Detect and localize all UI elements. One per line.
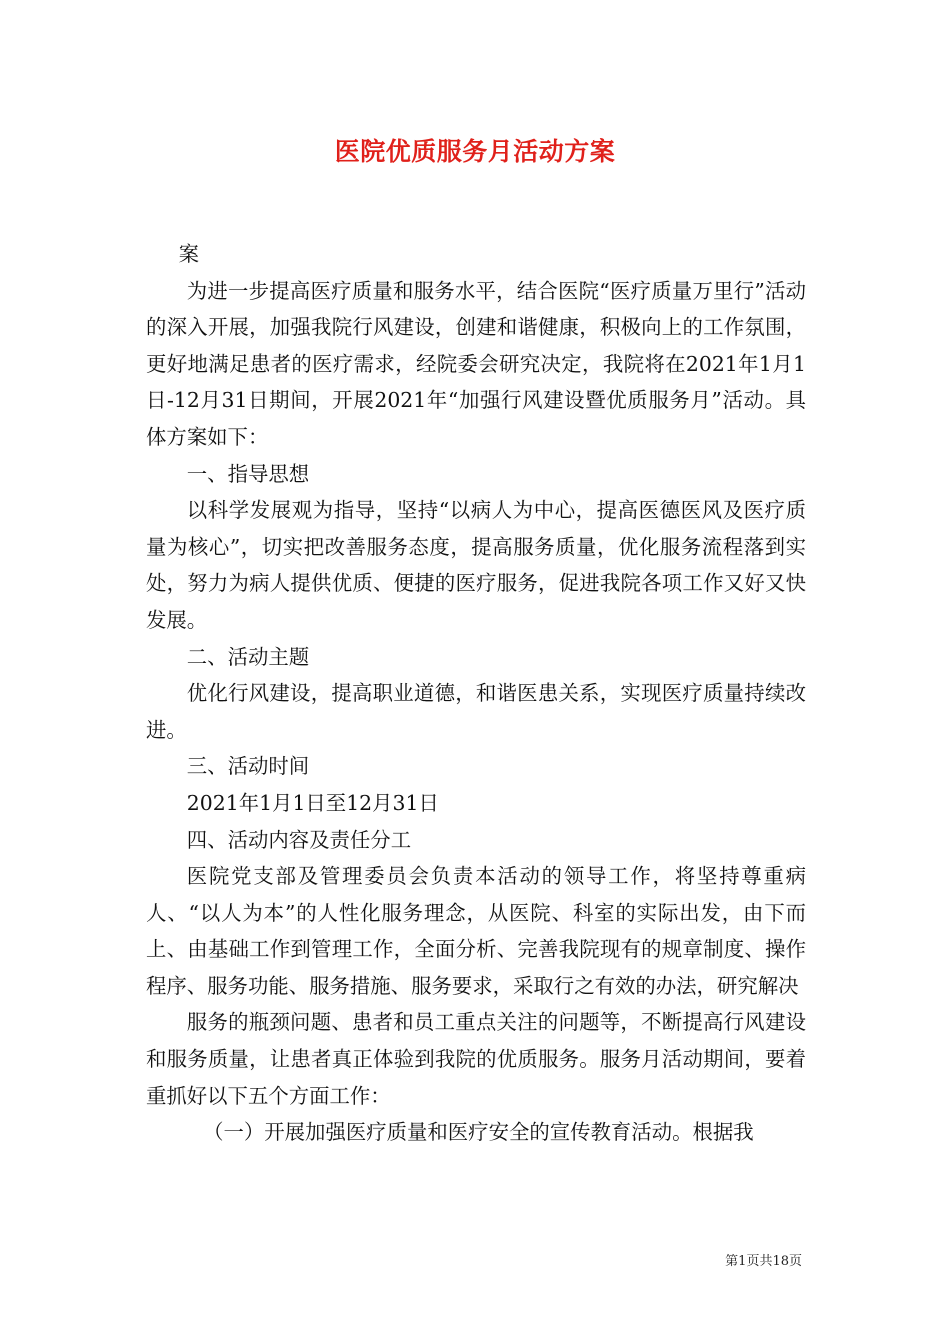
paragraph-activity-time: 2021年1月1日至12月31日: [186, 790, 439, 815]
page-number: 第1页共18页: [725, 1254, 802, 1269]
paragraph-activity-theme: 优化行风建设，提高职业道德，和谐医患关系，实现医疗质量持续改进。: [146, 681, 806, 742]
heading-guiding-thought: 一、指导思想: [186, 461, 310, 486]
paragraph-fragment: 案: [178, 242, 200, 266]
paragraph-guiding-thought: 以科学发展观为指导，坚持“以病人为中心，提高医德医风及医疗质量为核心”，切实把改善服务态度，提高服务质量，优化服务流程落到实处，努力为病人提供优质、便捷的医疗服务，促进我院各项工作又好又快发展。: [146, 498, 806, 632]
document-body: [146, 236, 806, 1151]
heading-activity-theme: 二、活动主题: [186, 644, 310, 669]
paragraph-activity-content: 医院党支部及管理委员会负责本活动的领导工作，将坚持尊重病人、“以人为本”的人性化服务理念，从医院、科室的实际出发，由下而上、由基础工作到管理工作，全面分析、完善我院现有的规章制度、操作程序、服务功能、服务措施、服务要求，采取行之有效的办法，研究解决: [146, 864, 806, 998]
paragraph-service-issues: 服务的瓶颈问题、患者和员工重点关注的问题等，不断提高行风建设和服务质量，让患者真正体验到我院的优质服务。服务月活动期间，要着重抓好以下五个方面工作：: [146, 1010, 806, 1108]
heading-activity-content: 四、活动内容及责任分工: [186, 827, 412, 852]
heading-activity-time: 三、活动时间: [186, 754, 310, 779]
paragraph-item-one: （一）开展加强医疗质量和医疗安全的宣传教育活动。根据我: [203, 1120, 754, 1145]
document-title: 医院优质服务月活动方案: [334, 137, 616, 166]
paragraph-intro: 为进一步提高医疗质量和服务水平，结合医院“医疗质量万里行”活动的深入开展，加强我院行风建设，创建和谐健康，积极向上的工作氛围，更好地满足患者的医疗需求，经院委会研究决定，我院将在2021年1月1日-12月31日期间，开展2021年“加强行风建设暨优质服务月”活动。具体方案如下：: [146, 278, 806, 449]
